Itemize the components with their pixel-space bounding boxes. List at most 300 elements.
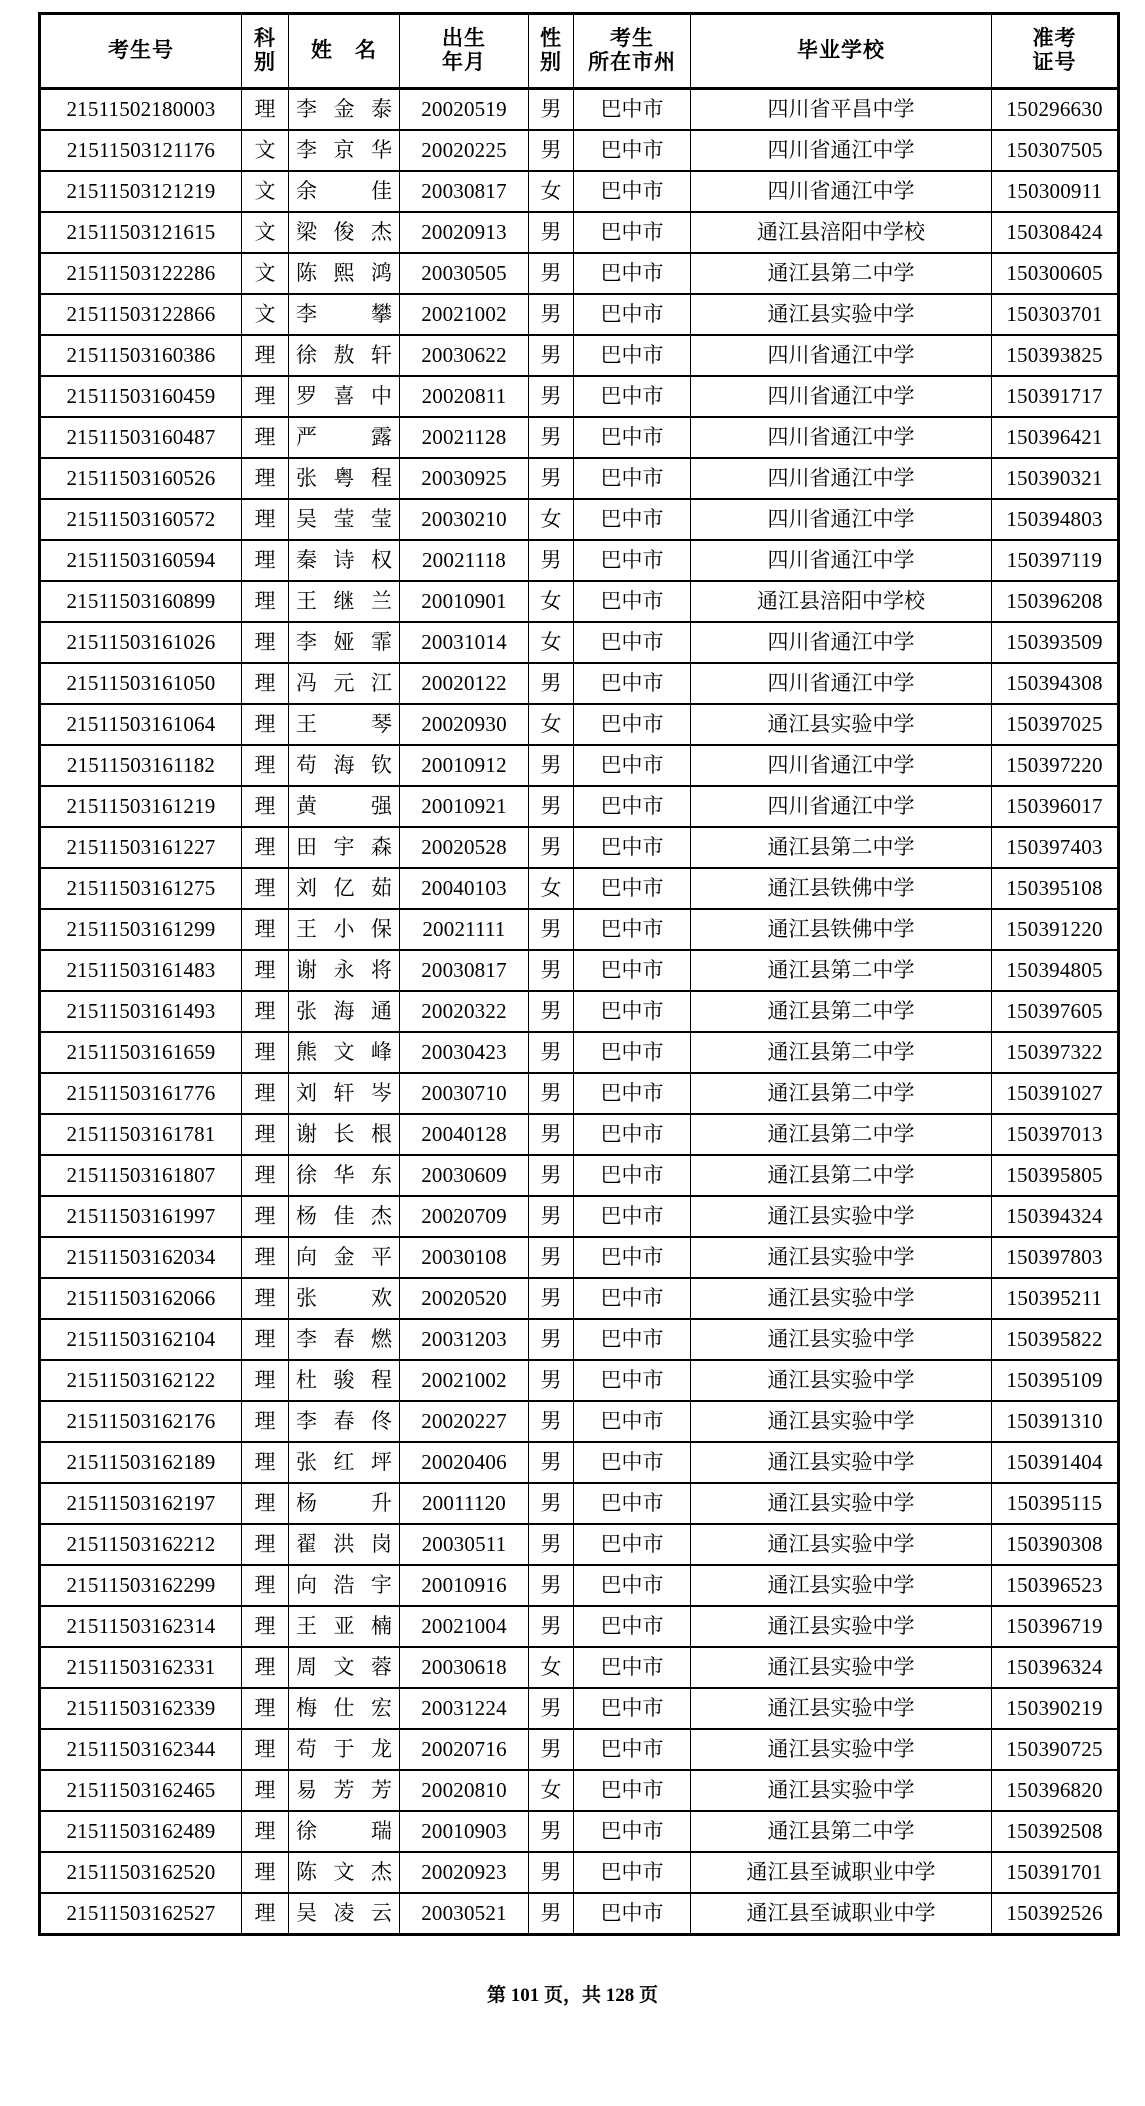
cell-admission-number	[992, 1811, 1119, 1852]
name-glyphs	[289, 828, 399, 867]
cell-birth-date	[400, 1483, 529, 1524]
cell-birth-date-text: 20010912	[421, 752, 507, 777]
cell-admission-number-text: 150395109	[1006, 1367, 1103, 1392]
cell-admission-number-text: 150394805	[1006, 957, 1103, 982]
cell-school: 通江县实验中学	[691, 1606, 992, 1647]
name-char: 瑞	[371, 1818, 392, 1843]
cell-birth-date	[400, 827, 529, 868]
cell-exam-number	[40, 458, 242, 499]
cell-gender: 男	[529, 1114, 574, 1155]
cell-birth-date-text: 20031014	[421, 629, 507, 654]
cell-birth-date-text: 20031224	[421, 1695, 507, 1720]
cell-exam-number-text: 21511503162489	[66, 1818, 216, 1843]
table-row	[40, 89, 1119, 131]
name-char: 东	[371, 1162, 392, 1187]
name-char: 张	[296, 465, 317, 490]
cell-school: 通江县实验中学	[691, 1729, 992, 1770]
name-glyphs	[289, 1033, 399, 1072]
cell-birth-date-text: 20030210	[421, 506, 507, 531]
name-char: 王	[296, 711, 317, 736]
cell-gender: 男	[529, 294, 574, 335]
cell-admission-number-text: 150390219	[1006, 1695, 1103, 1720]
cell-exam-number	[40, 1360, 242, 1401]
cell-admission-number-text: 150396017	[1006, 793, 1103, 818]
cell-gender: 女	[529, 1647, 574, 1688]
cell-birth-date	[400, 1360, 529, 1401]
cell-admission-number	[992, 1360, 1119, 1401]
cell-gender: 男	[529, 991, 574, 1032]
cell-admission-number	[992, 1852, 1119, 1893]
cell-gender: 男	[529, 89, 574, 131]
cell-subject-type: 理	[242, 376, 289, 417]
cell-birth-date-text: 20020520	[421, 1285, 507, 1310]
cell-school: 通江县至诚职业中学	[691, 1852, 992, 1893]
cell-birth-date-text: 20020519	[421, 96, 507, 121]
cell-exam-number-text: 21511503160594	[66, 547, 216, 572]
name-char: 浩	[333, 1572, 355, 1597]
cell-subject-type: 理	[242, 950, 289, 991]
cell-school: 通江县实验中学	[691, 1237, 992, 1278]
cell-admission-number-text: 150391701	[1006, 1859, 1103, 1884]
cell-gender: 男	[529, 786, 574, 827]
cell-admission-number	[992, 1483, 1119, 1524]
cell-school: 四川省通江中学	[691, 663, 992, 704]
cell-city: 巴中市	[574, 1155, 691, 1196]
name-char: 李	[296, 1326, 317, 1351]
cell-birth-date	[400, 417, 529, 458]
cell-birth-date-text: 20010901	[421, 588, 507, 613]
name-char: 茹	[371, 875, 392, 900]
cell-exam-number	[40, 212, 242, 253]
cell-school: 通江县第二中学	[691, 1114, 992, 1155]
name-char: 张	[296, 998, 317, 1023]
cell-birth-date-text: 20020225	[421, 137, 507, 162]
cell-birth-date-text: 20040103	[421, 875, 507, 900]
cell-birth-date	[400, 130, 529, 171]
name-char: 喜	[333, 383, 355, 408]
name-char: 梁	[296, 219, 317, 244]
cell-birth-date	[400, 663, 529, 704]
name-char: 杜	[296, 1367, 317, 1392]
cell-name	[289, 663, 400, 704]
cell-birth-date	[400, 1524, 529, 1565]
candidate-roster-table	[38, 12, 1120, 1936]
name-char: 苟	[296, 752, 317, 777]
cell-gender: 男	[529, 1360, 574, 1401]
cell-admission-number-text: 150393825	[1006, 342, 1103, 367]
cell-birth-date	[400, 540, 529, 581]
name-char: 周	[296, 1654, 317, 1679]
cell-gender: 男	[529, 253, 574, 294]
cell-city: 巴中市	[574, 1483, 691, 1524]
cell-birth-date-text: 20020810	[421, 1777, 507, 1802]
cell-birth-date	[400, 1278, 529, 1319]
cell-admission-number-text: 150391717	[1006, 383, 1103, 408]
cell-name	[289, 540, 400, 581]
cell-birth-date	[400, 1770, 529, 1811]
name-char: 强	[371, 793, 392, 818]
cell-birth-date	[400, 212, 529, 253]
table-row	[40, 950, 1119, 991]
cell-name	[289, 1196, 400, 1237]
cell-city: 巴中市	[574, 89, 691, 131]
cell-exam-number	[40, 171, 242, 212]
cell-name	[289, 1647, 400, 1688]
name-char: 佳	[333, 1203, 355, 1228]
table-row	[40, 1114, 1119, 1155]
name-char: 杨	[296, 1490, 317, 1515]
cell-birth-date	[400, 1565, 529, 1606]
cell-name	[289, 581, 400, 622]
cell-birth-date	[400, 1729, 529, 1770]
table-row	[40, 1565, 1119, 1606]
cell-birth-date	[400, 1893, 529, 1935]
name-char: 程	[371, 465, 392, 490]
cell-birth-date-text: 20020406	[421, 1449, 507, 1474]
name-char: 吴	[296, 1900, 317, 1925]
cell-subject-type: 理	[242, 1155, 289, 1196]
cell-exam-number	[40, 1401, 242, 1442]
header-label-line: 别	[254, 50, 276, 74]
cell-name	[289, 1360, 400, 1401]
cell-admission-number-text: 150391404	[1006, 1449, 1103, 1474]
table-row	[40, 745, 1119, 786]
name-char: 谢	[296, 957, 317, 982]
cell-birth-date	[400, 1032, 529, 1073]
cell-admission-number	[992, 827, 1119, 868]
cell-school: 四川省通江中学	[691, 786, 992, 827]
cell-subject-type: 理	[242, 540, 289, 581]
name-glyphs	[289, 1402, 399, 1441]
cell-admission-number	[992, 704, 1119, 745]
cell-subject-type: 文	[242, 212, 289, 253]
cell-school: 通江县实验中学	[691, 1442, 992, 1483]
cell-birth-date-text: 20020528	[421, 834, 507, 859]
cell-name	[289, 1401, 400, 1442]
name-glyphs	[289, 541, 399, 580]
cell-subject-type: 理	[242, 1196, 289, 1237]
cell-exam-number	[40, 1729, 242, 1770]
name-char: 升	[371, 1490, 392, 1515]
name-char: 苟	[296, 1736, 317, 1761]
cell-school: 通江县实验中学	[691, 1647, 992, 1688]
table-row	[40, 1770, 1119, 1811]
table-row	[40, 458, 1119, 499]
cell-gender: 男	[529, 1032, 574, 1073]
header-label-line: 姓 名	[311, 38, 377, 63]
cell-admission-number	[992, 294, 1119, 335]
cell-school: 四川省通江中学	[691, 335, 992, 376]
cell-exam-number-text: 21511503162104	[66, 1326, 216, 1351]
cell-gender: 男	[529, 1811, 574, 1852]
cell-admission-number-text: 150396208	[1006, 588, 1103, 613]
cell-school: 四川省平昌中学	[691, 89, 992, 131]
cell-city: 巴中市	[574, 991, 691, 1032]
table-row	[40, 540, 1119, 581]
cell-admission-number	[992, 1196, 1119, 1237]
name-char: 徐	[296, 1818, 317, 1843]
name-char: 海	[333, 752, 355, 777]
cell-admission-number-text: 150296630	[1006, 96, 1103, 121]
cell-admission-number	[992, 1688, 1119, 1729]
cell-name	[289, 1729, 400, 1770]
cell-birth-date-text: 20030817	[421, 178, 507, 203]
name-glyphs	[289, 705, 399, 744]
cell-school: 通江县第二中学	[691, 1032, 992, 1073]
cell-admission-number	[992, 868, 1119, 909]
cell-birth-date	[400, 1606, 529, 1647]
name-char: 梅	[296, 1695, 317, 1720]
name-char: 长	[333, 1121, 355, 1146]
cell-admission-number	[992, 1278, 1119, 1319]
cell-city: 巴中市	[574, 704, 691, 745]
cell-birth-date-text: 20020716	[421, 1736, 507, 1761]
cell-city: 巴中市	[574, 1319, 691, 1360]
table-row	[40, 1893, 1119, 1935]
cell-school: 通江县实验中学	[691, 1483, 992, 1524]
cell-city: 巴中市	[574, 1606, 691, 1647]
cell-admission-number-text: 150397119	[1006, 547, 1103, 572]
cell-school: 通江县实验中学	[691, 294, 992, 335]
cell-birth-date	[400, 89, 529, 131]
cell-school: 通江县实验中学	[691, 1319, 992, 1360]
cell-exam-number-text: 21511503161493	[66, 998, 216, 1023]
name-char: 秦	[296, 547, 317, 572]
cell-gender: 男	[529, 417, 574, 458]
cell-admission-number-text: 150395805	[1006, 1162, 1103, 1187]
name-char: 文	[333, 1654, 355, 1679]
name-char: 宏	[371, 1695, 392, 1720]
cell-admission-number-text: 150396523	[1006, 1572, 1103, 1597]
name-glyphs	[289, 1197, 399, 1236]
cell-gender: 男	[529, 1155, 574, 1196]
cell-gender: 男	[529, 1237, 574, 1278]
cell-exam-number-text: 21511503162066	[66, 1285, 216, 1310]
header-label-line: 准考	[1032, 26, 1077, 51]
cell-admission-number	[992, 1729, 1119, 1770]
header-label-line: 性	[540, 26, 562, 51]
cell-exam-number-text: 21511503160487	[66, 424, 216, 449]
cell-city: 巴中市	[574, 1893, 691, 1935]
cell-subject-type: 理	[242, 704, 289, 745]
cell-city: 巴中市	[574, 868, 691, 909]
cell-admission-number	[992, 458, 1119, 499]
cell-subject-type: 理	[242, 1606, 289, 1647]
cell-exam-number	[40, 89, 242, 131]
cell-admission-number-text: 150395822	[1006, 1326, 1103, 1351]
cell-admission-number	[992, 745, 1119, 786]
cell-city: 巴中市	[574, 376, 691, 417]
cell-exam-number-text: 21511503161227	[66, 834, 216, 859]
cell-birth-date-text: 20030622	[421, 342, 507, 367]
name-glyphs	[289, 172, 399, 211]
cell-city: 巴中市	[574, 458, 691, 499]
name-char: 向	[296, 1572, 317, 1597]
cell-birth-date-text: 20021128	[421, 424, 507, 449]
name-char: 凌	[333, 1900, 355, 1925]
cell-exam-number	[40, 499, 242, 540]
cell-admission-number-text: 150392508	[1006, 1818, 1103, 1843]
cell-exam-number	[40, 1155, 242, 1196]
cell-city: 巴中市	[574, 909, 691, 950]
name-char: 粤	[333, 465, 355, 490]
table-row	[40, 130, 1119, 171]
cell-birth-date-text: 20030521	[421, 1900, 507, 1925]
cell-school: 通江县第二中学	[691, 827, 992, 868]
name-char: 莹	[371, 506, 392, 531]
cell-exam-number	[40, 745, 242, 786]
cell-exam-number	[40, 1524, 242, 1565]
cell-birth-date-text: 20020709	[421, 1203, 507, 1228]
cell-birth-date-text: 20040128	[421, 1121, 507, 1146]
cell-subject-type: 理	[242, 1770, 289, 1811]
name-glyphs	[289, 1894, 399, 1933]
cell-name	[289, 171, 400, 212]
cell-subject-type: 理	[242, 1442, 289, 1483]
cell-name	[289, 253, 400, 294]
cell-exam-number	[40, 1196, 242, 1237]
cell-admission-number	[992, 1565, 1119, 1606]
cell-subject-type: 理	[242, 335, 289, 376]
cell-city: 巴中市	[574, 253, 691, 294]
header-gender	[529, 14, 574, 89]
cell-exam-number	[40, 1114, 242, 1155]
name-char: 文	[333, 1859, 355, 1884]
cell-exam-number-text: 21511503121615	[66, 219, 216, 244]
cell-exam-number	[40, 1852, 242, 1893]
cell-subject-type: 理	[242, 1278, 289, 1319]
cell-exam-number	[40, 1647, 242, 1688]
table-row	[40, 1606, 1119, 1647]
cell-exam-number	[40, 1442, 242, 1483]
cell-exam-number-text: 21511503161781	[66, 1121, 216, 1146]
header-birth-date	[400, 14, 529, 89]
cell-exam-number-text: 21511503162331	[66, 1654, 216, 1679]
cell-admission-number-text: 150390725	[1006, 1736, 1103, 1761]
cell-gender: 男	[529, 745, 574, 786]
name-glyphs	[289, 1525, 399, 1564]
cell-exam-number-text: 21511503160572	[66, 506, 216, 531]
cell-gender: 女	[529, 171, 574, 212]
cell-subject-type: 理	[242, 827, 289, 868]
cell-exam-number	[40, 335, 242, 376]
cell-exam-number-text: 21511503161997	[66, 1203, 216, 1228]
name-char: 红	[333, 1449, 355, 1474]
cell-city: 巴中市	[574, 499, 691, 540]
cell-subject-type: 理	[242, 991, 289, 1032]
cell-admission-number	[992, 991, 1119, 1032]
name-char: 仕	[333, 1695, 355, 1720]
cell-exam-number-text: 21511503161483	[66, 957, 216, 982]
cell-birth-date	[400, 868, 529, 909]
name-char: 王	[296, 588, 317, 613]
table-row	[40, 622, 1119, 663]
cell-birth-date	[400, 745, 529, 786]
cell-name	[289, 622, 400, 663]
name-char: 轩	[371, 342, 392, 367]
cell-admission-number	[992, 130, 1119, 171]
header-label-line: 所在市州	[588, 50, 676, 74]
cell-exam-number-text: 21511503161659	[66, 1039, 216, 1064]
cell-admission-number-text: 150395108	[1006, 875, 1103, 900]
cell-exam-number-text: 21511503161050	[66, 670, 216, 695]
cell-birth-date	[400, 1155, 529, 1196]
name-char: 莹	[333, 506, 355, 531]
cell-gender: 男	[529, 827, 574, 868]
name-char: 永	[333, 957, 355, 982]
cell-school: 通江县涪阳中学校	[691, 212, 992, 253]
cell-birth-date-text: 20030710	[421, 1080, 507, 1105]
name-char: 岑	[371, 1080, 392, 1105]
cell-gender: 女	[529, 581, 574, 622]
cell-admission-number	[992, 171, 1119, 212]
cell-subject-type: 文	[242, 294, 289, 335]
cell-subject-type: 理	[242, 1032, 289, 1073]
cell-birth-date	[400, 909, 529, 950]
cell-birth-date	[400, 1688, 529, 1729]
cell-school: 四川省通江中学	[691, 171, 992, 212]
name-char: 中	[371, 383, 392, 408]
cell-admission-number-text: 150393509	[1006, 629, 1103, 654]
cell-gender: 男	[529, 1401, 574, 1442]
name-char: 佟	[371, 1408, 392, 1433]
cell-school: 通江县实验中学	[691, 1688, 992, 1729]
cell-exam-number-text: 21511503161807	[66, 1162, 216, 1187]
table-row	[40, 499, 1119, 540]
cell-city: 巴中市	[574, 212, 691, 253]
cell-birth-date-text: 20021111	[422, 916, 506, 941]
cell-exam-number	[40, 294, 242, 335]
cell-exam-number-text: 21511503161064	[66, 711, 216, 736]
cell-subject-type: 理	[242, 499, 289, 540]
cell-exam-number-text: 21511503162034	[66, 1244, 216, 1269]
cell-birth-date	[400, 1114, 529, 1155]
cell-birth-date	[400, 294, 529, 335]
cell-admission-number-text: 150396719	[1006, 1613, 1103, 1638]
cell-gender: 男	[529, 909, 574, 950]
cell-school: 通江县铁佛中学	[691, 909, 992, 950]
cell-exam-number	[40, 1237, 242, 1278]
cell-admission-number	[992, 950, 1119, 991]
cell-city: 巴中市	[574, 745, 691, 786]
cell-birth-date-text: 20010903	[421, 1818, 507, 1843]
cell-exam-number	[40, 868, 242, 909]
name-char: 森	[371, 834, 392, 859]
cell-subject-type: 理	[242, 1319, 289, 1360]
cell-city: 巴中市	[574, 1360, 691, 1401]
table-row	[40, 1032, 1119, 1073]
cell-gender: 男	[529, 212, 574, 253]
cell-exam-number-text: 21511503162527	[66, 1900, 216, 1925]
table-row	[40, 171, 1119, 212]
name-char: 吴	[296, 506, 317, 531]
cell-birth-date-text: 20030108	[421, 1244, 507, 1269]
cell-gender: 女	[529, 499, 574, 540]
cell-school: 通江县第二中学	[691, 991, 992, 1032]
cell-school: 通江县第二中学	[691, 1811, 992, 1852]
table-row	[40, 335, 1119, 376]
cell-name	[289, 1319, 400, 1360]
cell-admission-number	[992, 786, 1119, 827]
name-char: 杰	[371, 1859, 392, 1884]
cell-subject-type: 理	[242, 1483, 289, 1524]
cell-school: 四川省通江中学	[691, 745, 992, 786]
name-char: 冯	[296, 670, 317, 695]
cell-admission-number-text: 150392526	[1006, 1900, 1103, 1925]
table-row	[40, 1360, 1119, 1401]
table-row	[40, 1442, 1119, 1483]
cell-subject-type: 理	[242, 909, 289, 950]
